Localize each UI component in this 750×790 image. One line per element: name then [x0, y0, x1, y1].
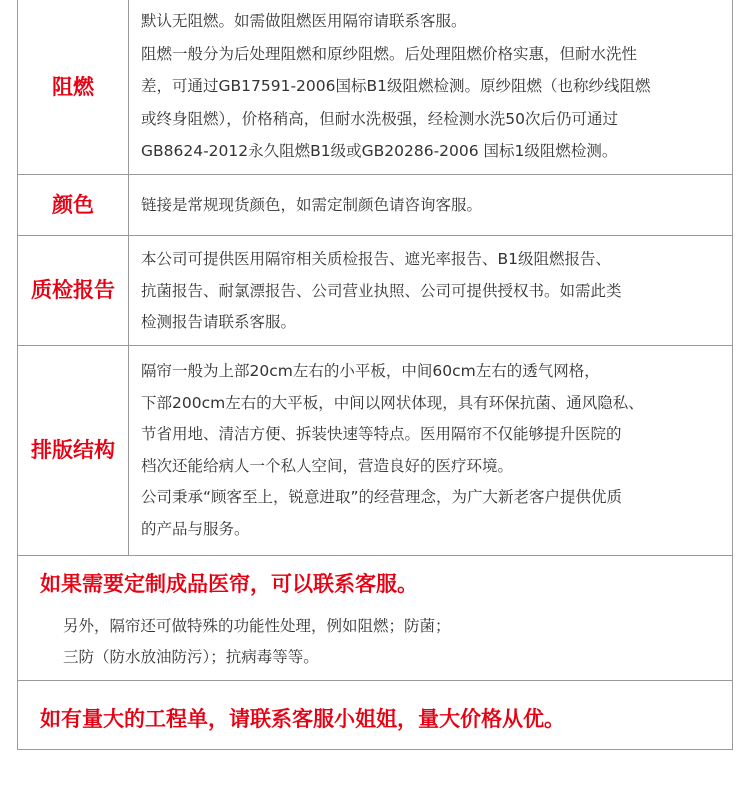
- custom-order-section: [18, 556, 732, 681]
- inspection-report-row: [18, 236, 732, 346]
- text-line: 下部200cm左右的大平板，中间以网状体现，具有环保抗菌、通风隐私、: [141, 393, 644, 412]
- flame-retardant-row: [18, 0, 732, 175]
- layout-structure-description: [141, 356, 722, 545]
- product-info-table: [17, 0, 733, 750]
- layout-structure-label-line1: 排版: [31, 438, 73, 462]
- text-line: 另外，隔帘还可做特殊的功能性处理，例如阻燃；防菌；: [63, 617, 451, 635]
- inspection-report-label: [18, 236, 129, 345]
- bulk-order-section: [18, 681, 732, 750]
- inspection-report-label-line2: 报告: [73, 278, 115, 302]
- text-line: 默认无阻燃。如需做阻燃医用隔帘请联系客服。: [141, 12, 467, 30]
- text-line: 隔帘一般为上部20cm左右的小平板，中间60cm左右的透气网格，: [141, 362, 600, 380]
- text-line: 或终身阻燃），价格稍高，但耐水洗极强，经检测水洗50次后仍可通过: [141, 109, 618, 128]
- inspection-report-description: [141, 244, 722, 339]
- color-label-text: 颜色: [52, 192, 94, 217]
- bulk-order-headline: 如有量大的工程单，请联系客服小姐姐，量大价格从优。: [40, 707, 565, 731]
- text-line: 链接是常规现货颜色，如需定制颜色请咨询客服。: [141, 196, 483, 214]
- layout-structure-label-line2: 结构: [73, 438, 115, 462]
- text-line: 三防（防水放油防污）；抗病毒等等。: [63, 647, 319, 666]
- custom-order-headline: 如果需要定制成品医帘，可以联系客服。: [40, 572, 418, 596]
- flame-retardant-description: [141, 5, 722, 168]
- color-description: [141, 189, 722, 221]
- text-line: 本公司可提供医用隔帘相关质检报告、遮光率报告、B1级阻燃报告、: [141, 250, 611, 268]
- layout-structure-label: [18, 346, 129, 555]
- text-line: 阻燃一般分为后处理阻燃和原纱阻燃。后处理阻燃价格实惠，但耐水洗性: [141, 44, 638, 63]
- flame-retardant-label: [18, 0, 129, 174]
- text-line: 的产品与服务。: [141, 519, 250, 538]
- custom-order-note: [63, 611, 451, 672]
- layout-structure-row: [18, 346, 732, 556]
- text-line: 检测报告请联系客服。: [141, 313, 297, 331]
- text-line: 抗菌报告、耐氯漂报告、公司营业执照、公司可提供授权书。如需此类: [141, 281, 622, 300]
- color-row: [18, 175, 732, 236]
- text-line: 档次还能给病人一个私人空间，营造良好的医疗环境。: [141, 456, 514, 475]
- inspection-report-label-line1: 质检: [31, 278, 73, 302]
- color-label: [18, 175, 129, 235]
- text-line: 节省用地、清洁方便、拆装快速等特点。医用隔帘不仅能够提升医院的: [141, 425, 622, 443]
- flame-retardant-label-text: 阻燃: [52, 74, 94, 99]
- text-line: 差，可通过GB17591-2006国标B1级阻燃检测。原纱阻燃（也称纱线阻燃: [141, 77, 651, 95]
- text-line: 公司秉承“顾客至上，锐意进取”的经营理念，为广大新老客户提供优质: [141, 488, 623, 506]
- text-line: GB8624-2012永久阻燃B1级或GB20286-2006 国标1级阻燃检测。: [141, 142, 618, 160]
